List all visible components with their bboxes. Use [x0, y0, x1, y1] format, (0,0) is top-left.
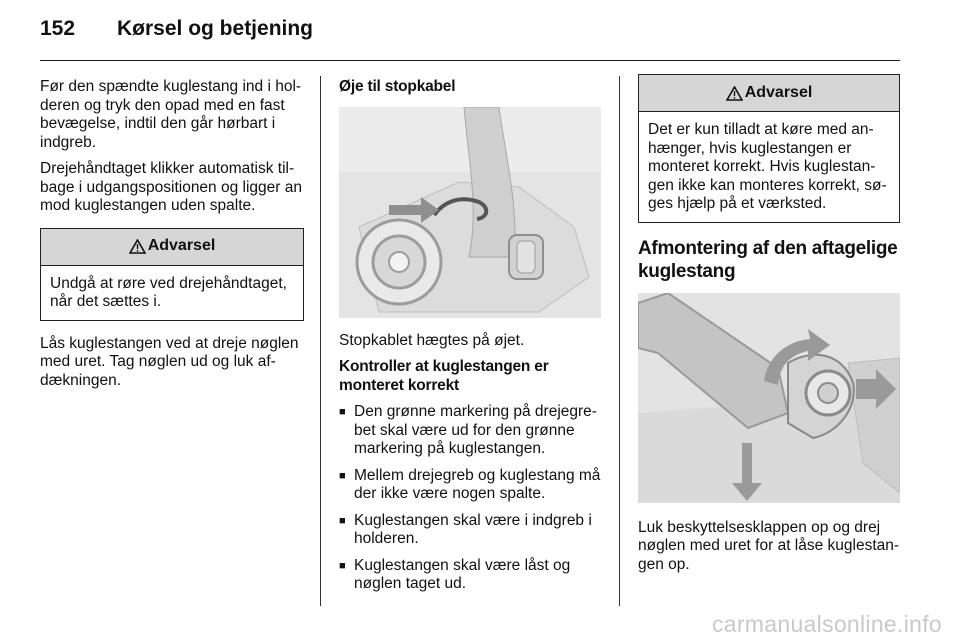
list-item: ■ Den grønne markering på drejegre-bet skal være ud for den grønne markering på kuglestangen.	[339, 403, 603, 459]
column-3	[638, 78, 900, 582]
watermark: carmanualsonline.info	[711, 611, 942, 637]
caption-stop-cable: Stopkablet hægtes på øjet.	[339, 331, 525, 349]
header-rule	[40, 60, 900, 61]
checklist	[339, 403, 603, 594]
warning-triangle-icon	[726, 86, 743, 101]
warning-title: Advarsel	[147, 237, 216, 255]
warning-box-mounting	[638, 74, 900, 223]
list-item: ■ Kuglestangen skal være i indgreb i holderen.	[339, 512, 603, 549]
warning-box-handle	[40, 228, 304, 321]
figure-stop-cable-eye	[339, 107, 601, 318]
list-item: ■ Mellem drejegreb og kuglestang må der ikke være nogen spalte.	[339, 467, 603, 504]
page-number: 152	[40, 17, 76, 40]
warning-header	[41, 229, 303, 266]
warning-triangle-icon	[129, 239, 146, 254]
warning-text: Det er kun tilladt at køre med an-hænger, hvis kuglestangen er monteret korrekt. Hvis kuglestan-gen ikke kan monteres korrekt, sø-ges hjælp på et værksted.	[648, 121, 887, 212]
page-title: Kørsel og betjening	[117, 17, 314, 40]
column-divider-2	[619, 76, 620, 606]
figure-remove-ball-bar	[638, 293, 900, 503]
column-divider-1	[320, 76, 321, 606]
paragraph-insert-ball-bar: Før den spændte kuglestang ind i hol-deren og tryk den opad med en fast bevægelse, indtil den går hørbart i indgreb.	[40, 78, 302, 151]
list-item: ■ Kuglestangen skal være låst og nøglen taget ud.	[339, 557, 603, 594]
ball-bar-removal-illustration	[638, 293, 900, 503]
heading-remove-ball-bar: Afmontering af den aftagelige kuglestang	[638, 237, 898, 282]
warning-title: Advarsel	[744, 83, 813, 101]
warning-header	[639, 75, 899, 112]
stop-cable-illustration	[339, 107, 601, 318]
warning-text: Undgå at røre ved drejehåndtaget, når det sættes i.	[50, 274, 287, 310]
heading-eye-stop-cable: Øje til stopkabel	[339, 78, 456, 95]
column-1	[40, 78, 304, 398]
heading-check-mounted: Kontroller at kuglestangen er monteret korrekt	[339, 358, 549, 394]
column-2	[339, 78, 603, 602]
paragraph-unlock-key: Luk beskyttelsesklappen op og drej nøglen med uret for at låse kuglestan-gen op.	[638, 518, 900, 573]
paragraph-lock-key: Lås kuglestangen ved at dreje nøglen med uret. Tag nøglen ud og luk af-dækningen.	[40, 334, 299, 389]
paragraph-handle-returns: Drejehåndtaget klikker automatisk til-bage i udgangspositionen og ligger an mod kuglestangen uden spalte.	[40, 160, 302, 214]
